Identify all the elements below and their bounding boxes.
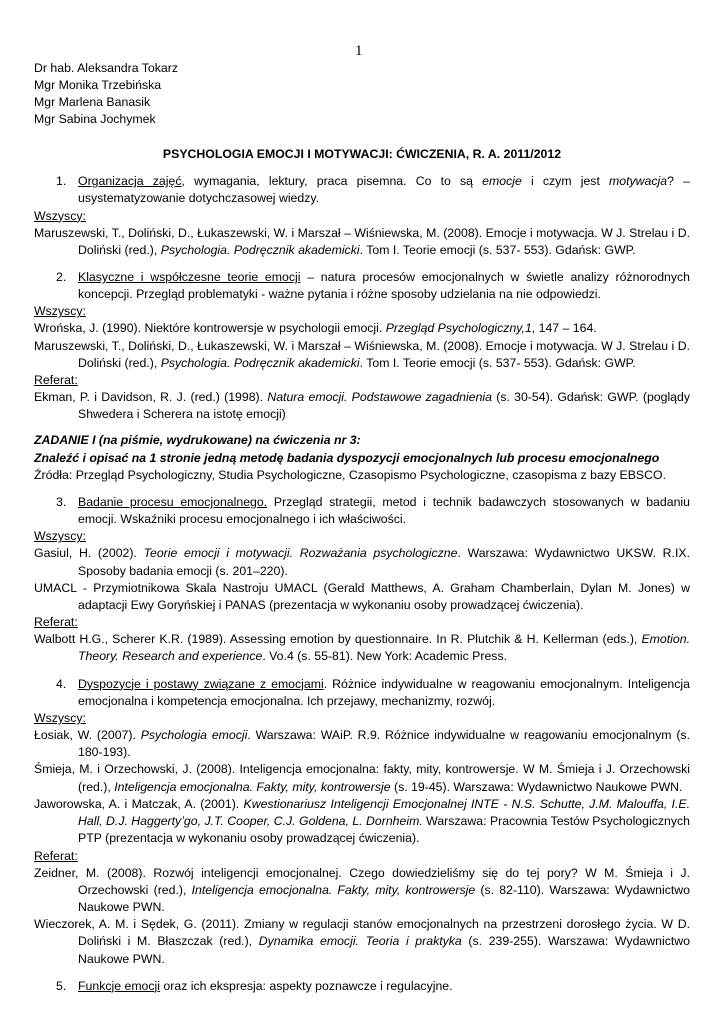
- task-description: Znaleźć i opisać na 1 stronie jedną metodę badania dyspozycji emocjonalnych lub procesu emocjonalnego: [34, 450, 660, 465]
- task-sources: Źródła: Przegląd Psychologiczny, Studia Psychologiczne, Czasopismo Psychologiczne, czasopisma z bazy EBSCO.: [34, 467, 666, 482]
- section-topic: Badanie procesu emocjonalnego.: [78, 495, 268, 510]
- page-number: 1: [355, 43, 363, 59]
- section-number: 5.: [56, 978, 67, 993]
- section-2: 2. Klasyczne i współczesne teorie emocji – natura procesów emocjonalnych w świetle analizy różnorodnych koncepcji. Przegląd problematyki - ważne pytania i różne sposoby udzielania na nie odpowiedzi.: [56, 270, 691, 302]
- document-title: PSYCHOLOGIA EMOCJI I MOTYWACJI: ĆWICZENIA, R. A. 2011/2012: [162, 147, 562, 161]
- reference: Wrońska, J. (1990). Niektóre kontrowersje w psychologii emocji. Przegląd Psychologiczny,1, 147 – 164.: [34, 321, 597, 336]
- author-list: [34, 60, 690, 128]
- section-1: 1. Organizacja zajęć, wymagania, lektury, praca pisemna. Co to są emocje i czym jest motywacja? – usystematyzowanie dotychczasowej wiedzy.: [56, 174, 690, 206]
- task-title: ZADANIE I (na piśmie, wydrukowane) na ćwiczenia nr 3:: [34, 433, 361, 448]
- label-report: Referat:: [34, 615, 78, 630]
- reference: Zeidner, M. (2008). Rozwój inteligencji emocjonalnej. Czego dowiedzieliśmy się do tej pory? W M. Śmieja i J. Orzechowski (red.), Inteligencja emocjonalna. Fakty, mity, kontrowersje (s. 82-110). Warszawa: Wydawnictwo Naukowe PWN.: [34, 865, 691, 914]
- reference: Walbott H.G., Scherer K.R. (1989). Assessing emotion by questionnaire. In R. Plutchik & H. Kellerman (eds.), Emotion. Theory. Research and experience. Vo.4 (s. 55-81). New York: Academic Press.: [34, 632, 690, 664]
- author: Mgr Sabina Jochymek: [34, 112, 156, 126]
- reference: Maruszewski, T., Doliński, D., Łukaszewski, W. i Marszał – Wiśniewska, M. (2008). Emocje i motywacja. W J. Strelau i D. Doliński (red.), Psychologia. Podręcznik akademicki. Tom I. Teorie emocji (s. 537- 553). Gdańsk: GWP.: [34, 338, 690, 370]
- section-3: 3. Badanie procesu emocjonalnego. Przegląd strategii, metod i technik badawczych stosowanych w badaniu emocji. Wskaźniki procesu emocjonalnego i ich właściwości.: [56, 495, 690, 527]
- author: Mgr Monika Trzebińska: [34, 78, 162, 92]
- section-topic: Organizacja zajęć: [78, 174, 182, 189]
- document-page: [34, 43, 690, 995]
- label-report: Referat:: [34, 848, 78, 863]
- reference: Ekman, P. i Davidson, R. J. (red.) (1998). Natura emocji. Podstawowe zagadnienia (s. 30-54). Gdańsk: GWP. (poglądy Shwedera i Scherera na istotę emocji): [34, 390, 691, 422]
- label-all: Wszyscy:: [34, 304, 86, 319]
- reference: Gasiul, H. (2002). Teorie emocji i motywacji. Rozważania psychologiczne. Warszawa: Wydawnictwo UKSW. R.IX. Sposoby badania emocji (s. 201–220).: [34, 546, 690, 578]
- label-report: Referat:: [34, 373, 78, 388]
- reference: Maruszewski, T., Doliński, D., Łukaszewski, W. i Marszał – Wiśniewska, M. (2008). Emocje i motywacja. W J. Strelau i D. Doliński (red.), Psychologia. Podręcznik akademicki. Tom I. Teorie emocji (s. 537- 553). Gdańsk: GWP.: [34, 225, 690, 257]
- reference: Jaworowska, A. i Matczak, A. (2001). Kwestionariusz Inteligencji Emocjonalnej INTE - N.S. Schutte, J.M. Malouffa, I.E. Hall, D.J. Haggerty’go, J.T. Cooper, C.J. Goldena, L. Dornheim. Warszawa: Pracownia Testów Psychologicznych PTP (prezentacja w wykonaniu osoby prowadzącej ćwiczenia).: [34, 796, 690, 846]
- section-4: 4. Dyspozycje i postawy związane z emocjami. Różnice indywidualne w reagowaniu emocjonalnym. Inteligencja emocjonalna i kompetencja emocjonalna. Ich przejawy, mechanizmy, rozwój.: [56, 676, 690, 708]
- task-block: [34, 432, 690, 484]
- reference: UMACL - Przymiotnikowa Skala Nastroju UMACL (Gerald Matthews, A. Graham Chamberlain, Dylan M. Jones) w adaptacji Ewy Goryńskiej i PANAS (prezentacja w wykonaniu osoby prowadzącej ćwiczenia).: [34, 580, 690, 613]
- section-topic: Klasyczne i współczesne teorie emocji: [78, 270, 301, 285]
- author: Dr hab. Aleksandra Tokarz: [34, 61, 178, 75]
- author: Mgr Marlena Banasik: [34, 95, 151, 109]
- section-number: 1.: [56, 174, 67, 189]
- section-number: 3.: [56, 495, 67, 510]
- section-topic: Dyspozycje i postawy związane z emocjami: [78, 676, 324, 691]
- section-topic: Funkcje emocji: [78, 978, 161, 993]
- label-all: Wszyscy:: [34, 529, 86, 544]
- reference: Wieczorek, A. M. i Sędek, G. (2011). Zmiany w regulacji stanów emocjonalnych na przestrzeni dorosłego życia. W D. Doliński i M. Błaszczak (red.), Dynamika emocji. Teoria i praktyka (s. 239-255). Warszawa: Wydawnictwo Naukowe PWN.: [34, 917, 690, 966]
- reference: Śmieja, M. i Orzechowski, J. (2008). Inteligencja emocjonalna: fakty, mity, kontrowersje. W M. Śmieja i J. Orzechowski (red.), Inteligencja emocjonalna. Fakty, mity, kontrowersje (s. 19-45). Warszawa: Wydawnictwo Naukowe PWN.: [34, 762, 690, 794]
- label-all: Wszyscy:: [34, 711, 86, 726]
- section-number: 2.: [56, 270, 67, 285]
- section-5: 5. Funkcje emocji oraz ich ekspresja: aspekty poznawcze i regulacyjne.: [78, 978, 690, 995]
- label-all: Wszyscy:: [34, 208, 86, 223]
- section-number: 4.: [56, 676, 67, 691]
- reference: Łosiak, W. (2007). Psychologia emocji. Warszawa: WAiP. R.9. Różnice indywidualne w reagowaniu emocjonalnym (s. 180-193).: [34, 728, 690, 760]
